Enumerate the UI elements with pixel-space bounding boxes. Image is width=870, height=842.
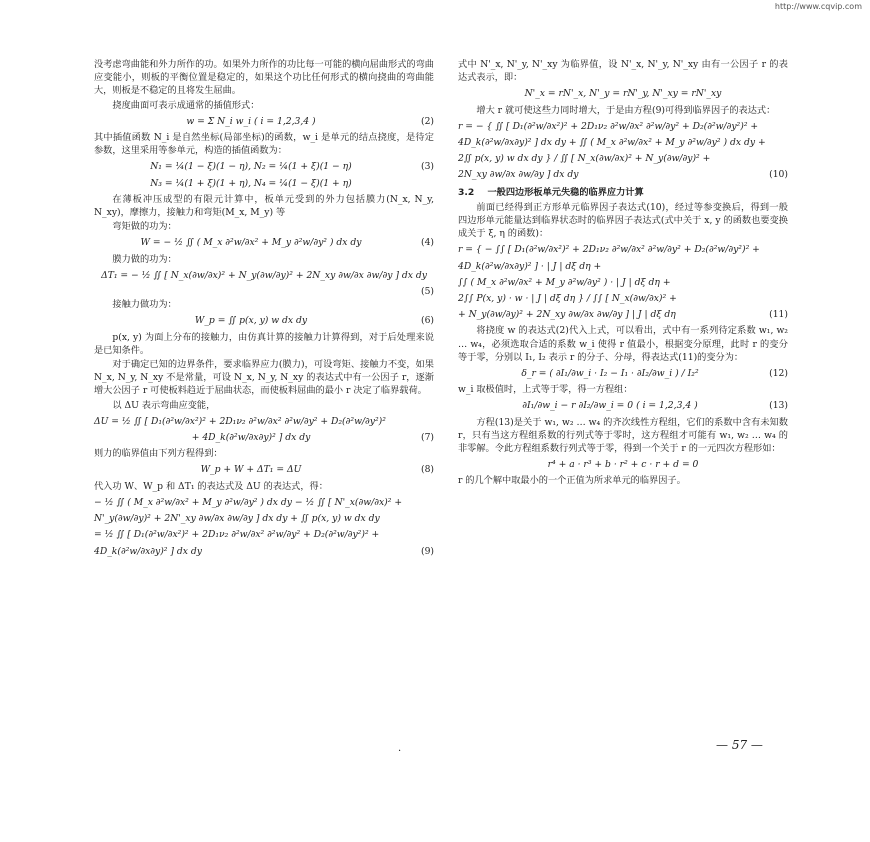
equation-body: + N_y(∂w/∂y)² + 2N_xy ∂w/∂x ∂w/∂y ] | J | dξ dη bbox=[458, 309, 676, 321]
paragraph: 方程(13)是关于 w₁, w₂ … w₄ 的齐次线性方程组，它们的系数中含有未知数 r，只有当这方程组系数的行列式等于零时，这方程组才可能有 w₁, w₂ … w₄ 的非零解。令此方程组系数行列式等于零，得到一个关于 r 的一元四次方程形如： bbox=[458, 416, 788, 455]
equation-7 bbox=[94, 415, 434, 428]
equation-number: (3) bbox=[420, 161, 434, 173]
equation-body: ΔU = ½ ∬ [ D₁(∂²w/∂x²)² + 2D₁ν₂ ∂²w/∂x² ∂²w/∂y² + D₂(∂²w/∂y²)² bbox=[94, 415, 386, 427]
equation-7-line2 bbox=[94, 431, 434, 444]
equation-body: r⁴ + a · r³ + b · r² + c · r + d = 0 bbox=[547, 459, 699, 471]
equation-body: 4D_k(∂²w/∂x∂y)² ] dx dy bbox=[94, 545, 202, 557]
paragraph: w_i 取极值时，上式等于零，得一方程组： bbox=[458, 384, 633, 396]
equation-body: 4D_k(∂²w/∂x∂y)² ] dx dy + ∬ ( M_x ∂²w/∂x² + M_y ∂²w/∂y² ) dx dy + bbox=[458, 137, 766, 149]
paragraph: 增大 r 就可使这些力同时增大，于是由方程(9)可得到临界因子的表达式： bbox=[476, 104, 776, 116]
paragraph: 接触力做功为： bbox=[112, 299, 177, 311]
paragraph: 其中插值函数 N_i 是自然坐标(局部坐标)的函数，w_i 是单元的结点挠度，是待定参数，这里采用等参单元，构造的插值函数为： bbox=[94, 132, 434, 157]
equation-12 bbox=[458, 367, 788, 380]
paragraph: 式中 N'_x, N'_y, N'_xy 为临界值，设 N'_x, N'_y, N'_xy 由有一公因子 r 的表达式表示，即： bbox=[458, 59, 788, 84]
equation-number: (8) bbox=[420, 464, 434, 476]
paragraph: 前面已经得到正方形单元临界因子表达式(10)，经过等参变换后，得到一般四边形单元能量达到临界状态时的临界因子表达式(式中关于 x, y 的函数也要变换成关于 ξ, η 的函数)： bbox=[458, 201, 788, 240]
equation-number: (10) bbox=[769, 169, 788, 181]
equation-11-line5 bbox=[458, 308, 788, 321]
left-column bbox=[94, 58, 434, 561]
equation-number: (11) bbox=[769, 309, 788, 321]
equation-number: (7) bbox=[420, 432, 434, 444]
paragraph: 挠度曲面可表示成通常的插值形式： bbox=[112, 99, 260, 111]
equation-5 bbox=[94, 269, 434, 282]
equation-number: (5) bbox=[420, 286, 434, 298]
source-watermark: http://www.cqvip.com bbox=[774, 2, 862, 11]
equation-4 bbox=[94, 236, 434, 249]
paragraph: 对于确定已知的边界条件，要求临界应力(膜力)，可设弯矩、接触力不变，如果 N_x, N_y, N_xy 不是常量，可设 N_x, N_y, N_xy 的表达式中有一公因子 r，逐渐增大公因子 r 可使板料趋近于屈曲状态，而使板料屈曲的最小 r 决定了临界载荷。 bbox=[94, 359, 434, 397]
equation-11 bbox=[458, 243, 788, 256]
equation-number: (13) bbox=[769, 400, 788, 412]
equation-body: w = Σ N_i w_i ( i = 1,2,3,4 ) bbox=[186, 115, 316, 127]
equation-9 bbox=[94, 496, 434, 509]
paragraph: 将挠度 w 的表达式(2)代入上式，可以看出，式中有一系列待定系数 w₁, w₂ … w₄，必须选取合适的系数 w_i 使得 r 值最小，根据变分原理，此时 r 的变分等于零，分别以 I₁, I₂ 表示 r 的分子、分母，得表达式(11)的变分为： bbox=[458, 325, 788, 363]
equation-body: ΔT₁ = − ½ ∬ [ N_x(∂w/∂x)² + N_y(∂w/∂y)² + 2N_xy ∂w/∂x ∂w/∂y ] dx dy bbox=[101, 269, 427, 281]
paragraph: p(x, y) 为面上分布的接触力，由仿真计算的接触力计算得到，对于后处理来说是已知条件。 bbox=[94, 331, 434, 356]
equation-10-line4 bbox=[458, 168, 788, 181]
equation-body: ∫∫ ( M_x ∂²w/∂x² + M_y ∂²w/∂y² ) · | J | dξ dη + bbox=[458, 276, 671, 288]
equation-8 bbox=[94, 463, 434, 476]
equation-10-line2 bbox=[458, 136, 788, 149]
equation-body: N₃ = ¼(1 + ξ)(1 + η), N₄ = ¼(1 − ξ)(1 + η) bbox=[150, 177, 352, 189]
equation-10 bbox=[458, 120, 788, 133]
equation-9-line3 bbox=[94, 528, 434, 541]
equation-number: (9) bbox=[420, 545, 434, 557]
equation-11-line2 bbox=[458, 260, 788, 273]
equation-body: ∂I₁/∂w_i − r ∂I₂/∂w_i = 0 ( i = 1,2,3,4 ) bbox=[522, 400, 698, 412]
equation-body: r = { − ∫∫ [ D₁(∂²w/∂x²)² + 2D₁ν₂ ∂²w/∂x² ∂²w/∂y² + D₂(∂²w/∂y²)² + bbox=[458, 244, 760, 256]
center-mark: · bbox=[398, 746, 402, 757]
equation-body: δ_r = ( ∂I₁/∂w_i · I₂ − I₁ · ∂I₂/∂w_i ) / I₂² bbox=[521, 368, 699, 380]
paragraph: r 的几个解中取最小的一个正值为所求单元的临界因子。 bbox=[458, 475, 686, 487]
equation-13 bbox=[458, 399, 788, 412]
equation-body: 2N_xy ∂w/∂x ∂w/∂y ] dx dy bbox=[458, 169, 579, 181]
section-heading bbox=[458, 186, 788, 199]
paragraph: 没考虑弯曲能和外力所作的功。如果外力所作的功比每一可能的横向屈曲形式的弯曲应变能小，则板的平衡位置是稳定的，如果这个功比任何形式的横向挠曲的弯曲能大，则板是不稳定的且将发生屈曲。 bbox=[94, 59, 434, 97]
equation-11-line4 bbox=[458, 292, 788, 305]
equation-6 bbox=[94, 314, 434, 327]
equation-body: N'_y(∂w/∂y)² + 2N'_xy ∂w/∂x ∂w/∂y ] dx dy + ∬ p(x, y) w dx dy bbox=[94, 513, 380, 525]
equation-number: (4) bbox=[420, 237, 434, 249]
equation-body: = ½ ∬ [ D₁(∂²w/∂x²)² + 2D₁ν₂ ∂²w/∂x² ∂²w/∂y² + D₂(∂²w/∂y²)² + bbox=[94, 529, 380, 541]
equation-3 bbox=[94, 160, 434, 173]
paragraph: 以 ΔU 表示弯曲应变能， bbox=[112, 399, 216, 411]
equation-body: N₁ = ¼(1 − ξ)(1 − η), N₂ = ¼(1 + ξ)(1 − η) bbox=[150, 161, 352, 173]
paragraph: 代入功 W、W_p 和 ΔT₁ 的表达式及 ΔU 的表达式，得： bbox=[94, 480, 328, 492]
equation-9-line4 bbox=[94, 545, 434, 558]
paragraph: 弯矩做的功为： bbox=[112, 221, 177, 233]
equation-number: (12) bbox=[769, 368, 788, 380]
section-number: 3.2 bbox=[458, 186, 475, 198]
equation-body: + 4D_k(∂²w/∂x∂y)² ] dx dy bbox=[191, 432, 311, 444]
paragraph: 则力的临界值由下列方程得到： bbox=[94, 448, 223, 460]
equation-body: W = − ½ ∬ ( M_x ∂²w/∂x² + M_y ∂²w/∂y² ) dx dy bbox=[140, 237, 362, 249]
equation-number: (6) bbox=[420, 315, 434, 327]
equation-2 bbox=[94, 115, 434, 128]
equation-11-line3 bbox=[458, 276, 788, 289]
page-number: — 57 — bbox=[716, 738, 763, 752]
equation-3-line2 bbox=[94, 177, 434, 190]
equation-body: W_p = ∬ p(x, y) w dx dy bbox=[194, 315, 308, 327]
equation-body: r = − { ∬ [ D₁(∂²w/∂x²)² + 2D₁ν₂ ∂²w/∂x² ∂²w/∂y² + D₂(∂²w/∂y²)² + bbox=[458, 120, 759, 132]
equation-body: − ½ ∬ ( M_x ∂²w/∂x² + M_y ∂²w/∂y² ) dx dy − ½ ∬ [ N'_x(∂w/∂x)² + bbox=[94, 496, 403, 508]
equation-9-line2 bbox=[94, 512, 434, 525]
section-title: 一般四边形板单元失稳的临界应力计算 bbox=[487, 186, 644, 198]
paragraph: 在薄板冲压成型的有限元计算中，板单元受到的外力包括膜力(N_x, N_y, N_xy)，摩擦力，接触力和弯矩(M_x, M_y) 等 bbox=[94, 193, 434, 219]
equation-body: 2∫∫ P(x, y) · w · | J | dξ dη } / ∫∫ [ N_x(∂w/∂x)² + bbox=[458, 293, 677, 305]
equation-r-definition bbox=[458, 87, 788, 100]
equation-body: W_p + W + ΔT₁ = ΔU bbox=[200, 464, 302, 476]
equation-body: 4D_k(∂²w/∂x∂y)² ] · | J | dξ dη + bbox=[458, 260, 602, 272]
paragraph: 膜力做的功为： bbox=[112, 253, 177, 265]
right-column bbox=[458, 58, 788, 489]
equation-body: 2∬ p(x, y) w dx dy } / ∬ [ N_x(∂w/∂x)² + N_y(∂w/∂y)² + bbox=[458, 153, 711, 165]
equation-14 bbox=[458, 458, 788, 471]
equation-10-line3 bbox=[458, 152, 788, 165]
equation-number: (2) bbox=[420, 115, 434, 127]
equation-body: N'_x = rN'_x, N'_y = rN'_y, N'_xy = rN'_xy bbox=[524, 88, 722, 100]
